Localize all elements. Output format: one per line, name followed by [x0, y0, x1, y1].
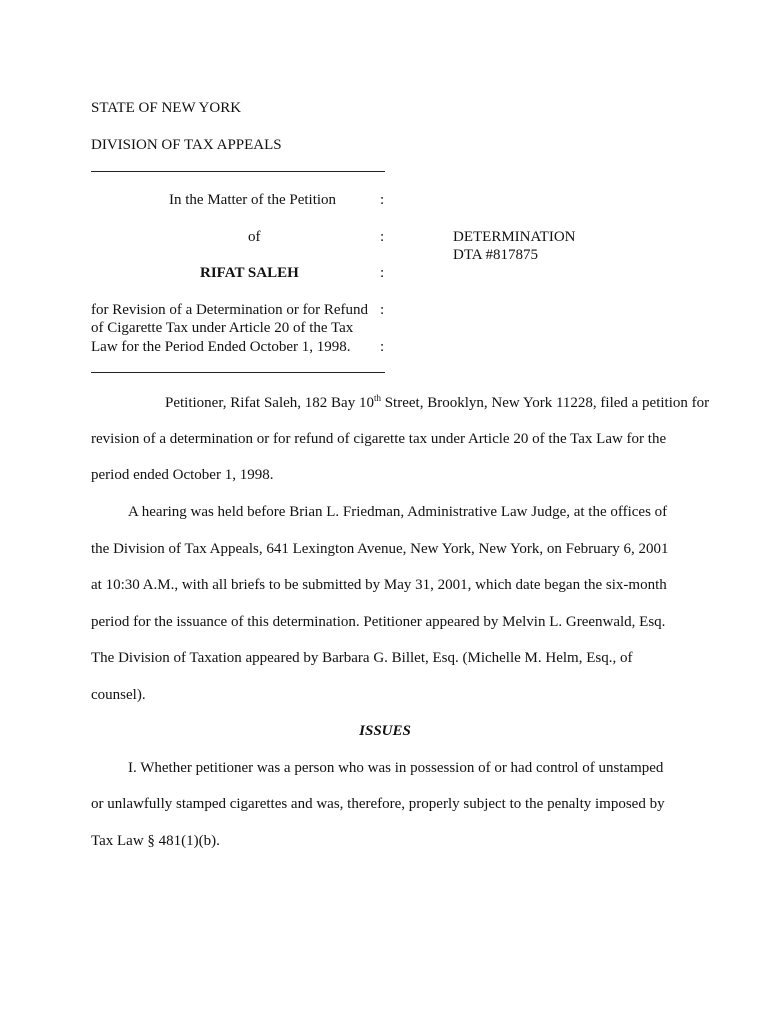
paragraph-line: The Division of Taxation appeared by Barbara G. Billet, Esq. (Michelle M. Helm, Esq., of — [91, 650, 633, 666]
paragraph-line: counsel). — [91, 687, 146, 703]
ordinal-suffix: th — [373, 393, 381, 403]
issue-line: Tax Law § 481(1)(b). — [91, 833, 220, 849]
paragraph-line: A hearing was held before Brian L. Friedman, Administrative Law Judge, at the offices of — [128, 504, 668, 520]
of-line: of — [248, 229, 261, 245]
issue-line: or unlawfully stamped cigarettes and was, therefore, properly subject to the penalty imposed by — [91, 796, 665, 812]
caption-top-rule — [91, 171, 385, 172]
dta-number: DTA #817875 — [453, 247, 539, 263]
caption-colon: : — [380, 339, 385, 355]
caption-colon: : — [380, 265, 385, 281]
paragraph-line — [91, 393, 710, 412]
paragraph-text: Petitioner, Rifat Saleh, 182 Bay 10 — [165, 395, 374, 411]
matter-line: In the Matter of the Petition — [169, 192, 337, 208]
state-heading: STATE OF NEW YORK — [91, 100, 242, 116]
purpose-line: for Revision of a Determination or for Refund — [91, 302, 369, 318]
petitioner-name: RIFAT SALEH — [200, 265, 299, 281]
paragraph-line: revision of a determination or for refund of cigarette tax under Article 20 of the Tax Law for the — [91, 431, 667, 447]
issue-line: I. Whether petitioner was a person who was in possession of or had control of unstamped — [128, 760, 664, 776]
paragraph-text: Street, Brooklyn, New York 11228, filed a petition for — [380, 395, 710, 411]
document-type: DETERMINATION — [453, 229, 576, 245]
purpose-line: of Cigarette Tax under Article 20 of the Tax — [91, 320, 354, 336]
purpose-line: Law for the Period Ended October 1, 1998. — [91, 339, 351, 355]
paragraph-line: at 10:30 A.M., with all briefs to be submitted by May 31, 2001, which date began the six-month — [91, 577, 667, 593]
division-heading: DIVISION OF TAX APPEALS — [91, 137, 282, 153]
caption-colon: : — [380, 192, 385, 208]
paragraph-line: the Division of Tax Appeals, 641 Lexington Avenue, New York, New York, on February 6, 2001 — [91, 541, 669, 557]
issues-heading: ISSUES — [359, 723, 411, 739]
paragraph-line: period ended October 1, 1998. — [91, 467, 274, 483]
caption-bottom-rule — [91, 372, 385, 373]
caption-colon: : — [380, 302, 385, 318]
paragraph-line: period for the issuance of this determination. Petitioner appeared by Melvin L. Greenwald, Esq. — [91, 614, 666, 630]
caption-colon: : — [380, 229, 385, 245]
